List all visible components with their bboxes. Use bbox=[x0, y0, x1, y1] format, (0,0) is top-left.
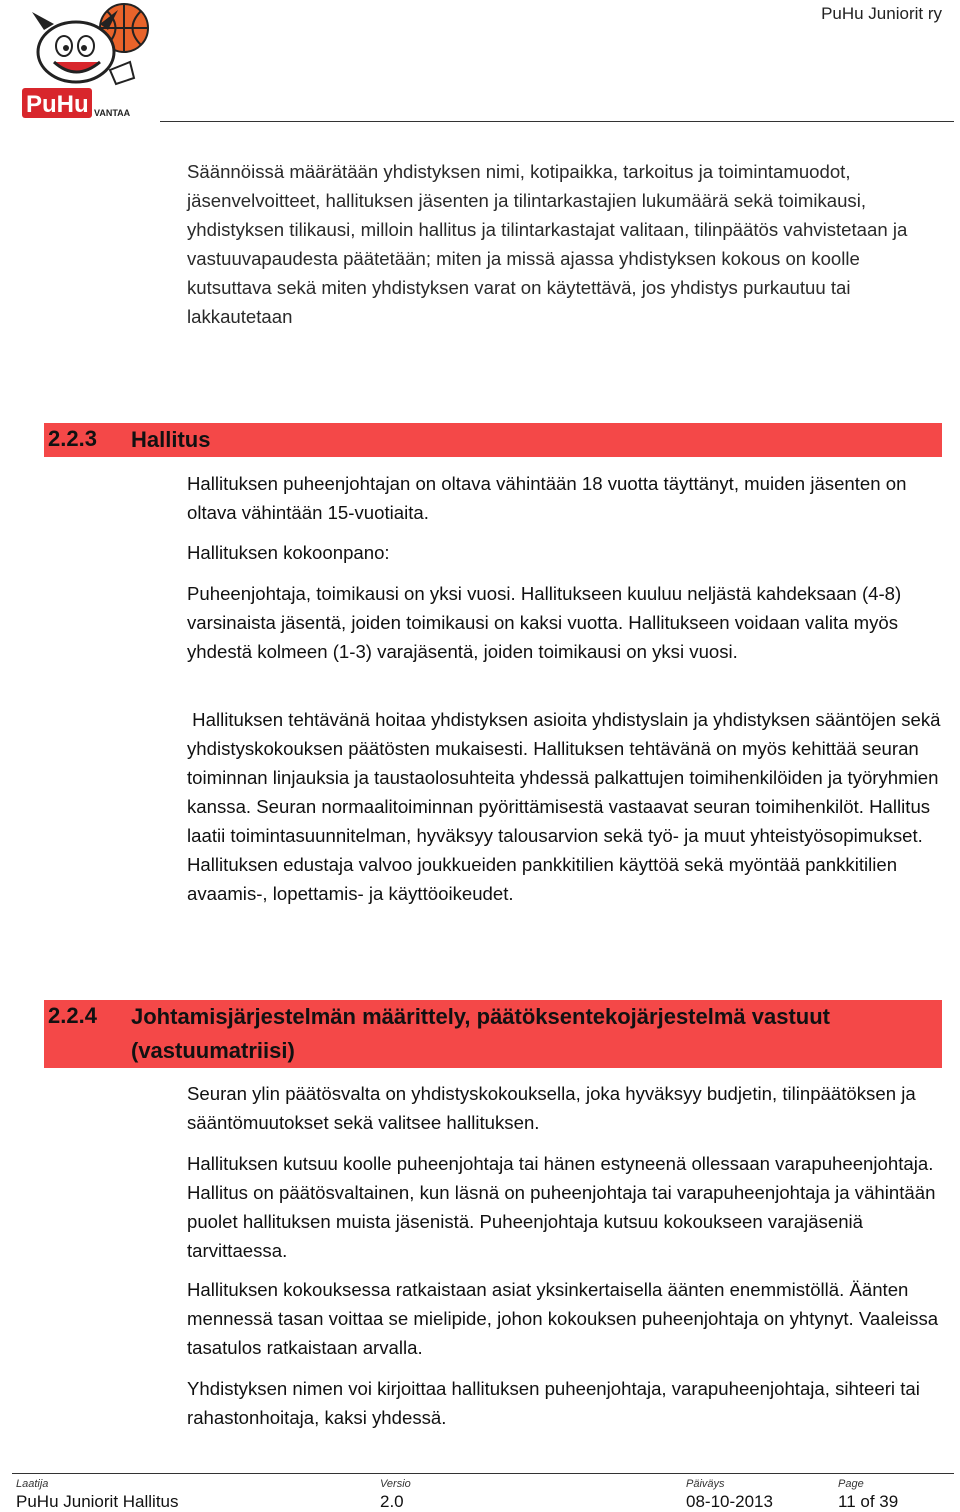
intro-paragraph: Säännöissä määrätään yhdistyksen nimi, kotipaikka, tarkoitus ja toimintamuodot, jäsenvelvoitteet, hallituksen jäsenten ja tilintarkastajien lukumäärä sekä toimikausi, yhdistyksen tilikausi, milloin hallitus ja tilintarkastajat valitaan, tilinpäätös vahvistetaan ja vastuuvapaudesta päätetään; miten ja missä ajassa yhdistyksen kokous on koolle kutsuttava sekä miten yhdistyksen varat on käytettävä, jos yhdistys purkautuu tai lakkautetaan bbox=[187, 161, 908, 327]
header-divider bbox=[160, 121, 954, 122]
section-paragraph: Puheenjohtaja, toimikausi on yksi vuosi. Hallitukseen kuuluu neljästä kahdeksaan (4-8) varsinaista jäsentä, joiden toimikausi on kaksi vuotta. Hallitukseen voidaan valita myös yhdestä kolmeen (1-3) varajäsentä, joiden toimikausi on yksi vuosi. bbox=[187, 583, 902, 662]
logo-subtext: VANTAA bbox=[94, 108, 131, 118]
section-paragraph: Hallituksen kutsuu koolle puheenjohtaja tai hänen estyneenä ollessaan varapuheenjohtaja. Hallitus on päätösvaltainen, kun läsnä on puheenjohtaja tai varapuheenjohtaja ja vähintään puolet hallituksen muista jäsenistä. Puheenjohtaja kutsuu kokoukseen varajäseniä tarvittaessa. bbox=[187, 1153, 936, 1261]
footer-author: PuHu Juniorit Hallitus bbox=[16, 1492, 179, 1511]
footer-version-label: Versio bbox=[380, 1478, 411, 1490]
club-logo bbox=[14, 0, 164, 122]
header-organization: PuHu Juniorit ry bbox=[821, 4, 942, 23]
footer-date-label: Päiväys bbox=[686, 1478, 725, 1490]
section-heading-bar bbox=[44, 1000, 942, 1068]
section-paragraph: Yhdistyksen nimen voi kirjoittaa hallituksen puheenjohtaja, varapuheenjohtaja, sihteeri tai rahastonhoitaja, kaksi yhdessä. bbox=[187, 1378, 920, 1428]
section-paragraph: Hallituksen kokoonpano: bbox=[187, 542, 390, 563]
footer-divider bbox=[12, 1473, 954, 1474]
footer-author-label: Laatija bbox=[16, 1478, 49, 1490]
footer-page: 11 of 39 bbox=[838, 1492, 899, 1511]
section-title: Johtamisjärjestelmän määrittely, päätöksentekojärjestelmä vastuut (vastuumatriisi) bbox=[131, 1004, 830, 1063]
section-paragraph: Seuran ylin päätösvalta on yhdistyskokouksella, joka hyväksyy budjetin, tilinpäätöksen ja sääntömuutokset sekä valitsee hallituksen. bbox=[187, 1083, 916, 1133]
footer-date: 08-10-2013 bbox=[686, 1492, 773, 1511]
section-paragraph: Hallituksen tehtävänä hoitaa yhdistyksen asioita yhdistyslain ja yhdistyksen sääntöjen sekä yhdistyskokouksen päätösten mukaisesti. Hallituksen tehtävänä on myös kehittää seuran toiminnan linjauksia ja taustaolosuhteita yhdessä palkattujen toimihenkilöiden ja työryhmien kanssa. Seuran normaalitoiminnan pyörittämisestä vastaavat seuran toimihenkilöt. Hallitus laatii toimintasuunnitelman, hyväksyy talousarvion sekä työ- ja muut yhteistyösopimukset. Hallituksen edustaja valvoo joukkueiden pankkitilien käyttöä sekä myöntää pankkitilien avaamis-, lopettamis- ja käyttöoikeudet. bbox=[187, 709, 946, 904]
section-heading-bar bbox=[44, 423, 942, 457]
section-number: 2.2.4 bbox=[48, 1003, 97, 1028]
footer-page-label: Page bbox=[838, 1478, 864, 1490]
section-paragraph: Hallituksen kokouksessa ratkaistaan asiat yksinkertaisella äänten enemmistöllä. Äänten mennessä tasan voittaa se mielipide, johon kokouksen puheenjohtaja on yhtynyt. Vaaleissa tasatulos ratkaistaan arvalla. bbox=[187, 1279, 939, 1358]
section-number: 2.2.3 bbox=[48, 426, 97, 451]
logo-text: PuHu bbox=[26, 91, 89, 118]
footer-version: 2.0 bbox=[380, 1492, 404, 1511]
section-title: Hallitus bbox=[131, 427, 211, 452]
section-paragraph: Hallituksen puheenjohtajan on oltava vähintään 18 vuotta täyttänyt, muiden jäsenten on oltava vähintään 15-vuotiaita. bbox=[187, 473, 907, 523]
